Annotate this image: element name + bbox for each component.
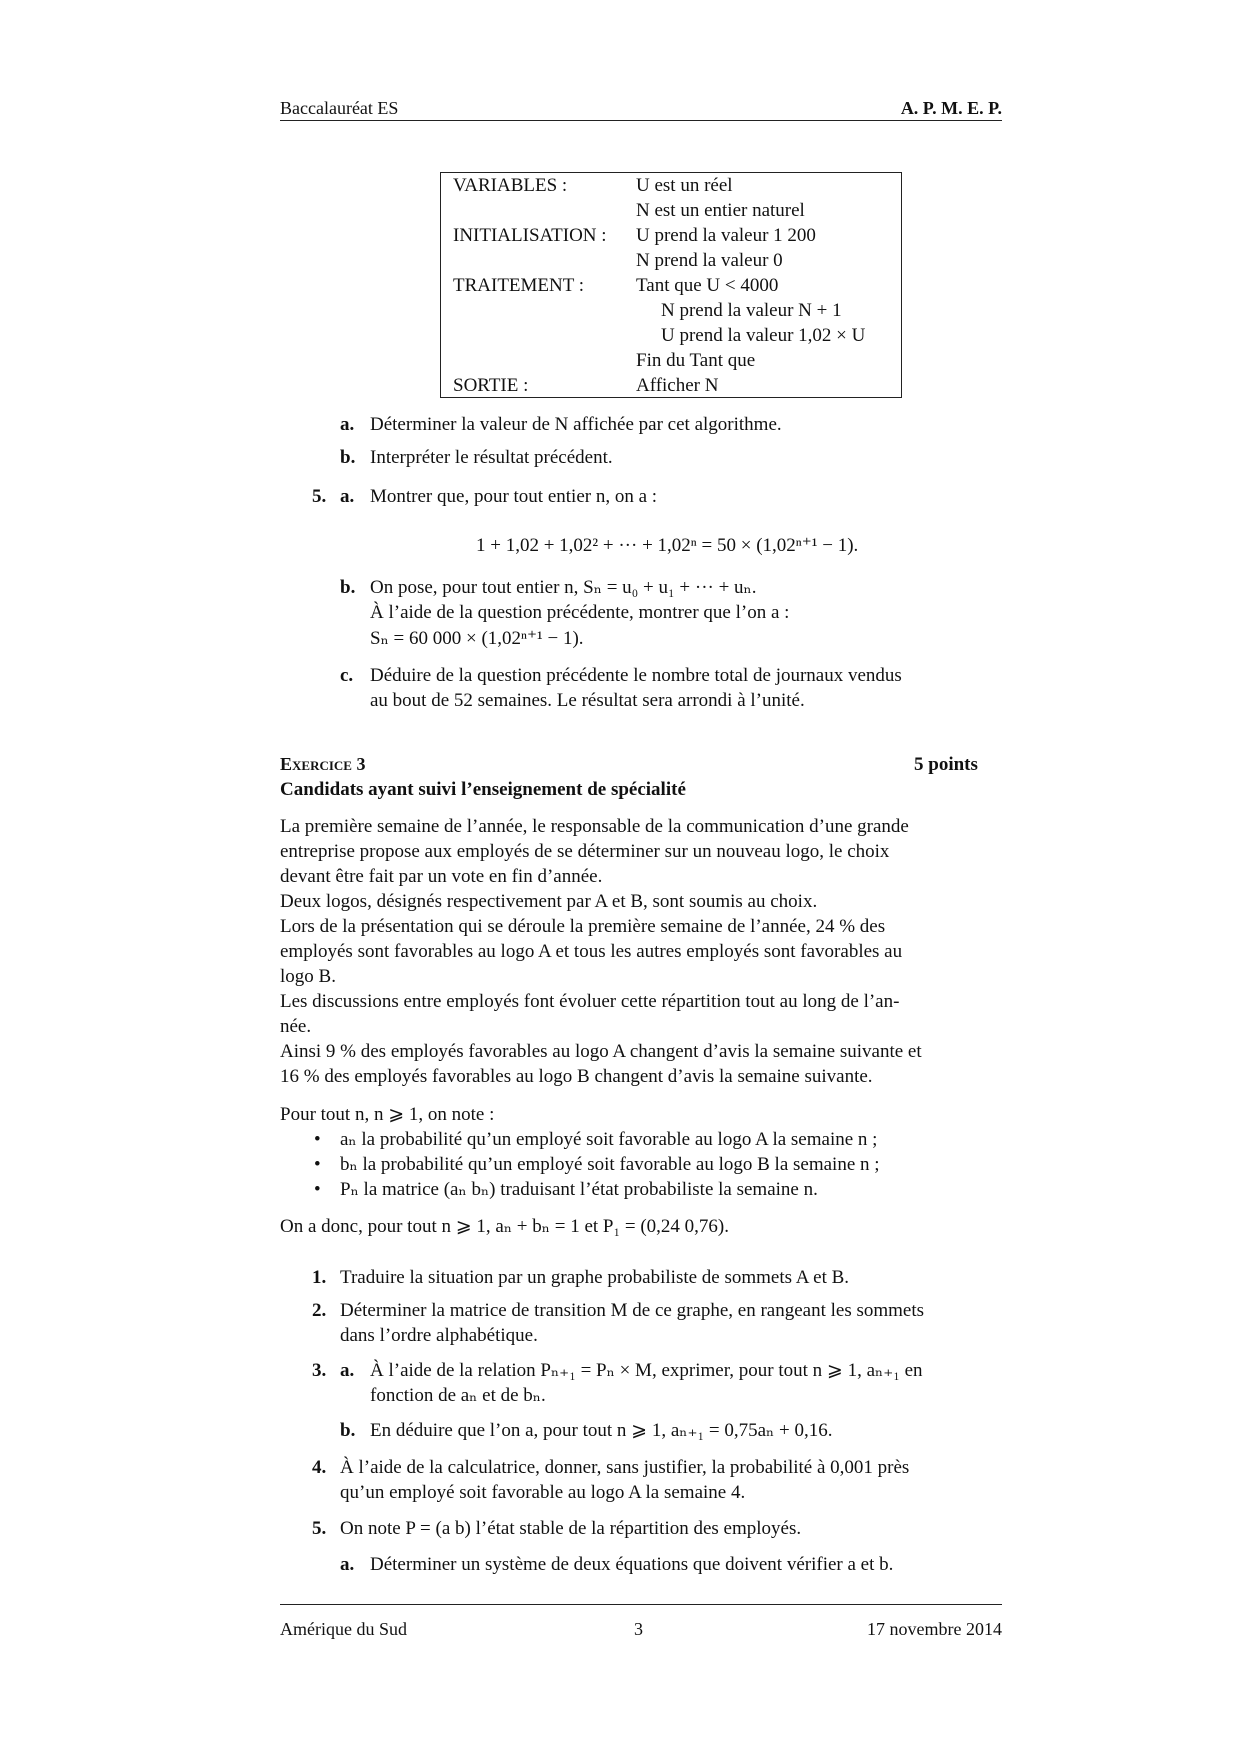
algo-row: INITIALISATION : U prend la valeur 1 200 — [453, 225, 816, 246]
intro-line: Lors de la présentation qui se déroule la première semaine de l’année, 24 % des — [280, 916, 886, 937]
question-number: 2. — [312, 1300, 327, 1321]
q5c-label: c. — [340, 665, 354, 686]
intro-line: entreprise propose aux employés de se déterminer sur un nouveau logo, le choix — [280, 841, 890, 862]
intro-line: Les discussions entre employés font évoluer cette répartition tout au long de l’an- — [280, 991, 900, 1012]
question-text: À l’aide de la calculatrice, donner, sans justifier, la probabilité à 0,001 près — [340, 1457, 910, 1478]
q5a-formula: 1 + 1,02 + 1,02² + ··· + 1,02ⁿ = 50 × (1,02ⁿ⁺¹ − 1). — [476, 535, 859, 556]
summary-line: On a donc, pour tout n ⩾ 1, aₙ + bₙ = 1 et P₁ = (0,24 0,76). — [280, 1216, 729, 1237]
page-footer — [280, 1604, 1002, 1639]
question-number: 5. — [312, 1518, 327, 1539]
intro-line: employés sont favorables au logo A et tous les autres employés sont favorables au — [280, 941, 903, 962]
algo-row: SORTIE : Afficher N — [453, 375, 719, 396]
question-number: 3. — [312, 1360, 327, 1381]
intro-line: La première semaine de l’année, le responsable de la communication d’une grande — [280, 816, 909, 837]
exercise-points: 5 points — [914, 754, 978, 775]
algo-row: N prend la valeur N + 1 — [661, 300, 842, 321]
question-text: Traduire la situation par un graphe probabiliste de sommets A et B. — [340, 1267, 850, 1288]
q5a-label: a. — [340, 486, 355, 507]
question-text: dans l’ordre alphabétique. — [340, 1325, 538, 1346]
q5-number: 5. — [312, 486, 327, 507]
question-text: fonction de aₙ et de bₙ. — [370, 1385, 546, 1406]
bullet-icon: • — [314, 1154, 321, 1175]
q5b-label: b. — [340, 577, 356, 598]
intro-line: logo B. — [280, 966, 336, 987]
algo-row: N prend la valeur 0 — [636, 250, 783, 271]
bullet-item: Pₙ la matrice (aₙ bₙ) traduisant l’état probabiliste la semaine n. — [340, 1179, 818, 1200]
algo-row: VARIABLES : U est un réel — [453, 175, 733, 196]
q5c-line: au bout de 52 semaines. Le résultat sera arrondi à l’unité. — [370, 690, 805, 711]
question-text: Déterminer la matrice de transition M de ce graphe, en rangeant les sommets — [340, 1300, 925, 1321]
subquestion-label: a. — [340, 1360, 355, 1381]
intro-line: Deux logos, désignés respectivement par A et B, sont soumis au choix. — [280, 891, 818, 912]
algo-row: U prend la valeur 1,02 × U — [661, 325, 866, 346]
intro-line: Ainsi 9 % des employés favorables au logo A changent d’avis la semaine suivante et — [280, 1041, 922, 1062]
header-left: Baccalauréat ES — [280, 98, 399, 118]
algo-row: TRAITEMENT : Tant que U < 4000 — [453, 275, 779, 296]
question-text: qu’un employé soit favorable au logo A la semaine 4. — [340, 1482, 746, 1503]
q4a-text: Déterminer la valeur de N affichée par cet algorithme. — [370, 414, 782, 435]
q5c-line: Déduire de la question précédente le nombre total de journaux vendus — [370, 665, 902, 686]
q4a-label: a. — [340, 414, 355, 435]
question-text: Déterminer un système de deux équations que doivent vérifier a et b. — [370, 1554, 894, 1575]
notation-intro: Pour tout n, n ⩾ 1, on note : — [280, 1104, 495, 1125]
algo-row: Fin du Tant que — [636, 350, 756, 371]
algorithm-box — [440, 172, 902, 398]
bullet-item: bₙ la probabilité qu’un employé soit favorable au logo B la semaine n ; — [340, 1154, 880, 1175]
bullet-icon: • — [314, 1179, 321, 1200]
intro-line: devant être fait par un vote en fin d’année. — [280, 866, 603, 887]
question-number: 4. — [312, 1457, 327, 1478]
q5b-line: On pose, pour tout entier n, Sₙ = u₀ + u₁ + ··· + uₙ. — [370, 577, 757, 598]
q5b-line: À l’aide de la question précédente, montrer que l’on a : — [370, 602, 790, 623]
question-text: En déduire que l’on a, pour tout n ⩾ 1, aₙ₊₁ = 0,75aₙ + 0,16. — [370, 1420, 833, 1441]
header-right: A. P. M. E. P. — [900, 98, 1002, 118]
intro-line: 16 % des employés favorables au logo B changent d’avis la semaine suivante. — [280, 1066, 873, 1087]
q5a-text: Montrer que, pour tout entier n, on a : — [370, 486, 658, 507]
page-header — [280, 96, 1002, 121]
bullet-item: aₙ la probabilité qu’un employé soit favorable au logo A la semaine n ; — [340, 1129, 878, 1150]
intro-line: née. — [280, 1016, 312, 1037]
q5b-line: Sₙ = 60 000 × (1,02ⁿ⁺¹ − 1). — [370, 628, 584, 649]
subquestion-label: a. — [340, 1554, 355, 1575]
algo-row: N est un entier naturel — [636, 200, 805, 221]
q4b-label: b. — [340, 447, 356, 468]
question-text: À l’aide de la relation Pₙ₊₁ = Pₙ × M, exprimer, pour tout n ⩾ 1, aₙ₊₁ en — [370, 1360, 923, 1381]
q4b-text: Interpréter le résultat précédent. — [370, 447, 613, 468]
exercise-title: Exercice 3 — [280, 754, 366, 774]
question-number: 1. — [312, 1267, 327, 1288]
footer-left: Amérique du Sud — [280, 1619, 407, 1639]
question-text: On note P = (a b) l’état stable de la répartition des employés. — [340, 1518, 802, 1539]
subquestion-label: b. — [340, 1420, 356, 1441]
exercise-subtitle: Candidats ayant suivi l’enseignement de spécialité — [280, 779, 686, 800]
page-number: 3 — [634, 1619, 643, 1639]
footer-right: 17 novembre 2014 — [867, 1619, 1002, 1639]
bullet-icon: • — [314, 1129, 321, 1150]
